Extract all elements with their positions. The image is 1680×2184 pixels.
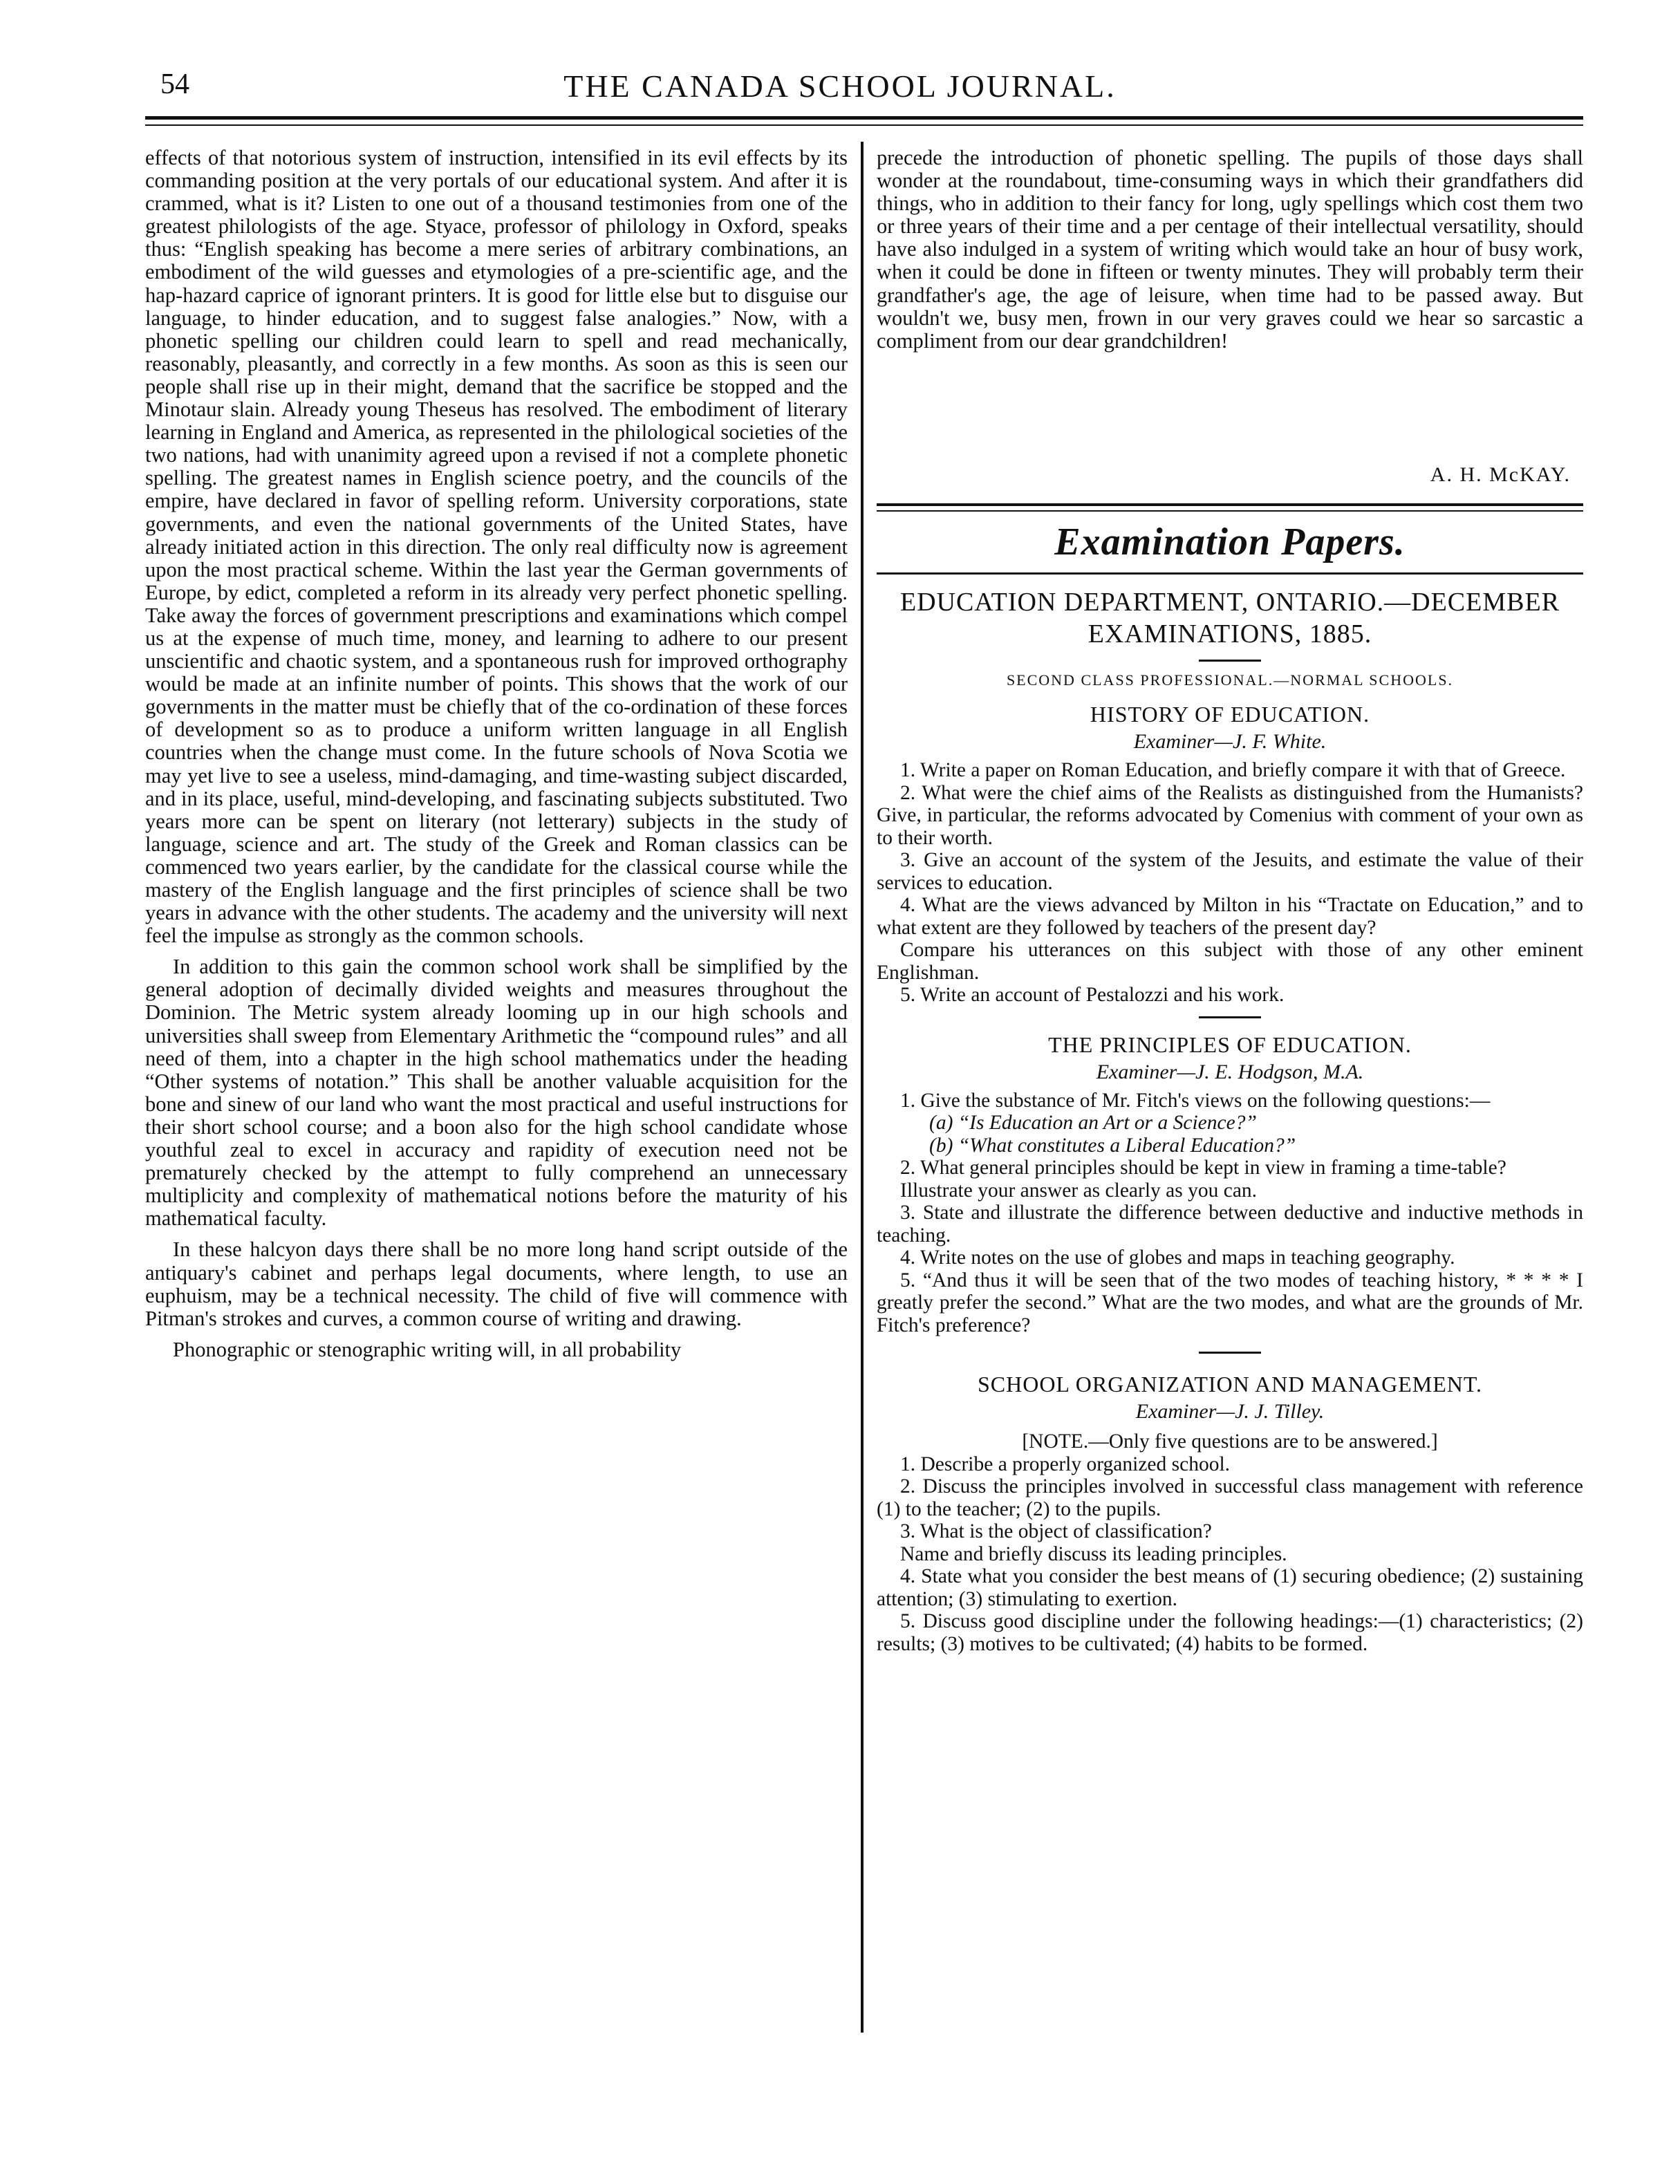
right-column-continuation bbox=[877, 147, 1583, 353]
question-part: (a) “Is Education an Art or a Science?” bbox=[929, 1112, 1257, 1134]
principles-questions bbox=[877, 1090, 1583, 1337]
question: Compare his utterances on this subject with those of any other eminent Englishman. bbox=[877, 939, 1583, 984]
question: 1. Describe a properly organized school. bbox=[900, 1453, 1231, 1475]
question: 1. Write a paper on Roman Education, and briefly compare it with that of Greece. bbox=[900, 759, 1566, 781]
short-rule bbox=[1199, 660, 1261, 662]
question: 3. State and illustrate the difference between deductive and inductive methods in teaching. bbox=[877, 1202, 1583, 1247]
class-line: SECOND CLASS PROFESSIONAL.—NORMAL SCHOOLS. bbox=[1006, 671, 1454, 689]
history-title: HISTORY OF EDUCATION. bbox=[1090, 702, 1370, 727]
header-rule-thick bbox=[145, 116, 1583, 120]
organization-title: SCHOOL ORGANIZATION AND MANAGEMENT. bbox=[977, 1372, 1483, 1397]
section-title: Examination Papers. bbox=[1054, 521, 1406, 563]
principles-examiner: Examiner—J. E. Hodgson, M.A. bbox=[1096, 1060, 1364, 1083]
column-divider bbox=[861, 142, 864, 2033]
left-column bbox=[145, 147, 848, 1361]
question: 2. What were the chief aims of the Realists as distinguished from the Humanists? Give, in particular, the reforms advocated by Comenius with comment of your own as to their worth. bbox=[877, 781, 1583, 849]
organization-examiner: Examiner—J. J. Tilley. bbox=[1135, 1400, 1325, 1423]
history-examiner: Examiner—J. F. White. bbox=[1133, 730, 1327, 753]
question: 4. What are the views advanced by Milton in his “Tractate on Education,” and to what extent are they followed by teachers of the present day? bbox=[877, 894, 1583, 939]
question: 2. Discuss the principles involved in successful class management with reference (1) to the teacher; (2) to the pupils. bbox=[877, 1475, 1583, 1520]
question: 2. What general principles should be kept in view in framing a time-table? bbox=[900, 1157, 1506, 1179]
paragraph: In addition to this gain the common school work shall be simplified by the general adoption of decimally divided weights and measures throughout the Dominion. The Metric system already looming up in our high schools and universities shall sweep from Elementary Arithmetic the “compound rules” and all need of them, into a chapter in the high school mathematics under the heading “Other systems of notation.” This shall be another valuable acquisition for the bone and sinew of our land who want the most practical and useful instructions for their short school course; and a boon also for the high school candidate whose youthful zeal to excel in accuracy and rapidity of execution need not be prematurely checked by the attempt to fully comprehend an unnecessary multiplicity and complexity of mathematical notions before the maturity of his mathematical faculty. bbox=[145, 955, 848, 1231]
section-rule-top bbox=[877, 503, 1583, 506]
short-rule bbox=[1199, 1352, 1261, 1354]
note: [NOTE.—Only five questions are to be answered.] bbox=[1022, 1430, 1438, 1453]
paragraph: precede the introduction of phonetic spelling. The pupils of those days shall wonder at the roundabout, time-consuming ways in which their grandfathers did things, who in addition to their fancy for long, ugly spellings which cost them two or three years of their time and a per centage of their intellectual versatility, should have also indulged in a system of writing which would take an hour of busy work, when it could be done in fifteen or twenty minutes. They will probably term their grandfather's age, the age of leisure, when time had to be passed away. But wouldn't we, busy men, frown in our very graves could we hear so sarcastic a compliment from our dear grandchildren! bbox=[877, 146, 1583, 353]
department-heading: EDUCATION DEPARTMENT, ONTARIO.—DECEMBER EXAMINATIONS, 1885. bbox=[899, 588, 1560, 648]
department-block bbox=[877, 586, 1583, 1655]
principles-title: THE PRINCIPLES OF EDUCATION. bbox=[1048, 1032, 1412, 1057]
question: 4. State what you consider the best means of (1) securing obedience; (2) sustaining attention; (3) stimulating to exertion. bbox=[877, 1565, 1583, 1610]
question: 5. Write an account of Pestalozzi and his work. bbox=[900, 984, 1285, 1006]
running-title: THE CANADA SCHOOL JOURNAL. bbox=[563, 68, 1117, 104]
paragraph: In these halcyon days there shall be no more long hand script outside of the antiquary's cabinet and perhaps legal documents, where length, to use an euphuism, may be a technical necessity. The child of five will commence with Pitman's strokes and curves, a common course of writing and drawing. bbox=[145, 1238, 848, 1330]
history-questions bbox=[877, 759, 1583, 1007]
signature-block bbox=[877, 463, 1583, 487]
question: 1. Give the substance of Mr. Fitch's views on the following questions:— bbox=[900, 1089, 1491, 1112]
page-number: 54 bbox=[160, 68, 189, 100]
question: 5. Discuss good discipline under the following headings:—(1) characteristics; (2) results; (3) motives to be cultivated; (4) habits to be formed. bbox=[877, 1610, 1583, 1655]
short-rule bbox=[1199, 1016, 1261, 1018]
author-signature: A. H. McKAY. bbox=[1430, 463, 1571, 486]
organization-questions bbox=[877, 1430, 1583, 1655]
question: Illustrate your answer as clearly as you can. bbox=[900, 1179, 1258, 1202]
question: Name and briefly discuss its leading principles. bbox=[900, 1542, 1287, 1565]
question: 5. “And thus it will be seen that of the two modes of teaching history, * * * * I greatly prefer the second.” What are the two modes, and what are the grounds of Mr. Fitch's preference? bbox=[877, 1269, 1583, 1336]
paragraph: effects of that notorious system of instruction, intensified in its evil effects by its commanding position at the very portals of our educational system. And after it is crammed, what is it? Listen to one out of a thousand testimonies from one of the greatest philologists of the age. Styace, professor of philology in Oxford, speaks thus: “English speaking has become a mere series of arbitrary combinations, an embodiment of the wild guesses and etymologies of a pre-scientific age, and the hap-hazard caprice of ignorant printers. It is good for little else but to disguise our language, to hinder education, and to suggest false analogies.” Now, with a phonetic spelling our children could learn to spell and read mechanically, reasonably, pleasantly, and correctly in a few months. As soon as this is seen our people shall rise up in their might, demand that the sacrifice be stopped and the Minotaur slain. Already young Theseus has resolved. The embodiment of literary learning in England and America, as represented in the philological societies of the two nations, had with unanimity agreed upon a revised if not a complete phonetic spelling. The greatest names in English science poetry, and the councils of the empire, have declared in favor of spelling reform. University corporations, state governments, and even the national governments of the United States, have already initiated action in this direction. The only real difficulty now is agreement upon the most practical scheme. Within the last year the German governments of Europe, by edict, completed a reform in its already very perfect phonetic spelling. Take away the forces of government prescriptions and examinations which compel us at the expense of much time, money, and learning to adhere to our present unscientific and chaotic system, and a spontaneous rush for improved orthography would be made at an infinite number of points. This shows that the work of our governments in the matter must be chiefly that of the co-ordination of these forces of development so as to produce a uniform written language in all English countries when the change must come. In the future schools of Nova Scotia we may yet live to see a useless, mind-damaging, and time-wasting subject discarded, and in its place, useful, mind-developing, and fascinating subjects substituted. Two years more can be spent on literary (not letterary) subjects in the study of language, science and art. The study of the Greek and Roman classics can be commenced two years earlier, by the candidate for the classical course while the mastery of the English language and the first principles of science shall be two years in advance with the other students. The academy and the university will next feel the impulse as strongly as the common schools. bbox=[145, 146, 848, 948]
header-rule-thin bbox=[145, 124, 1583, 126]
question-part: (b) “What constitutes a Liberal Education?” bbox=[929, 1134, 1296, 1157]
section-rule-top-thin bbox=[877, 510, 1583, 512]
paragraph: Phonographic or stenographic writing will, in all probability bbox=[173, 1337, 682, 1361]
question: 3. Give an account of the system of the Jesuits, and estimate the value of their services to education. bbox=[877, 849, 1583, 894]
section-title-block bbox=[877, 520, 1583, 564]
question: 3. What is the object of classification? bbox=[900, 1520, 1212, 1542]
section-rule-bottom bbox=[877, 572, 1583, 575]
question: 4. Write notes on the use of globes and maps in teaching geography. bbox=[900, 1247, 1455, 1269]
